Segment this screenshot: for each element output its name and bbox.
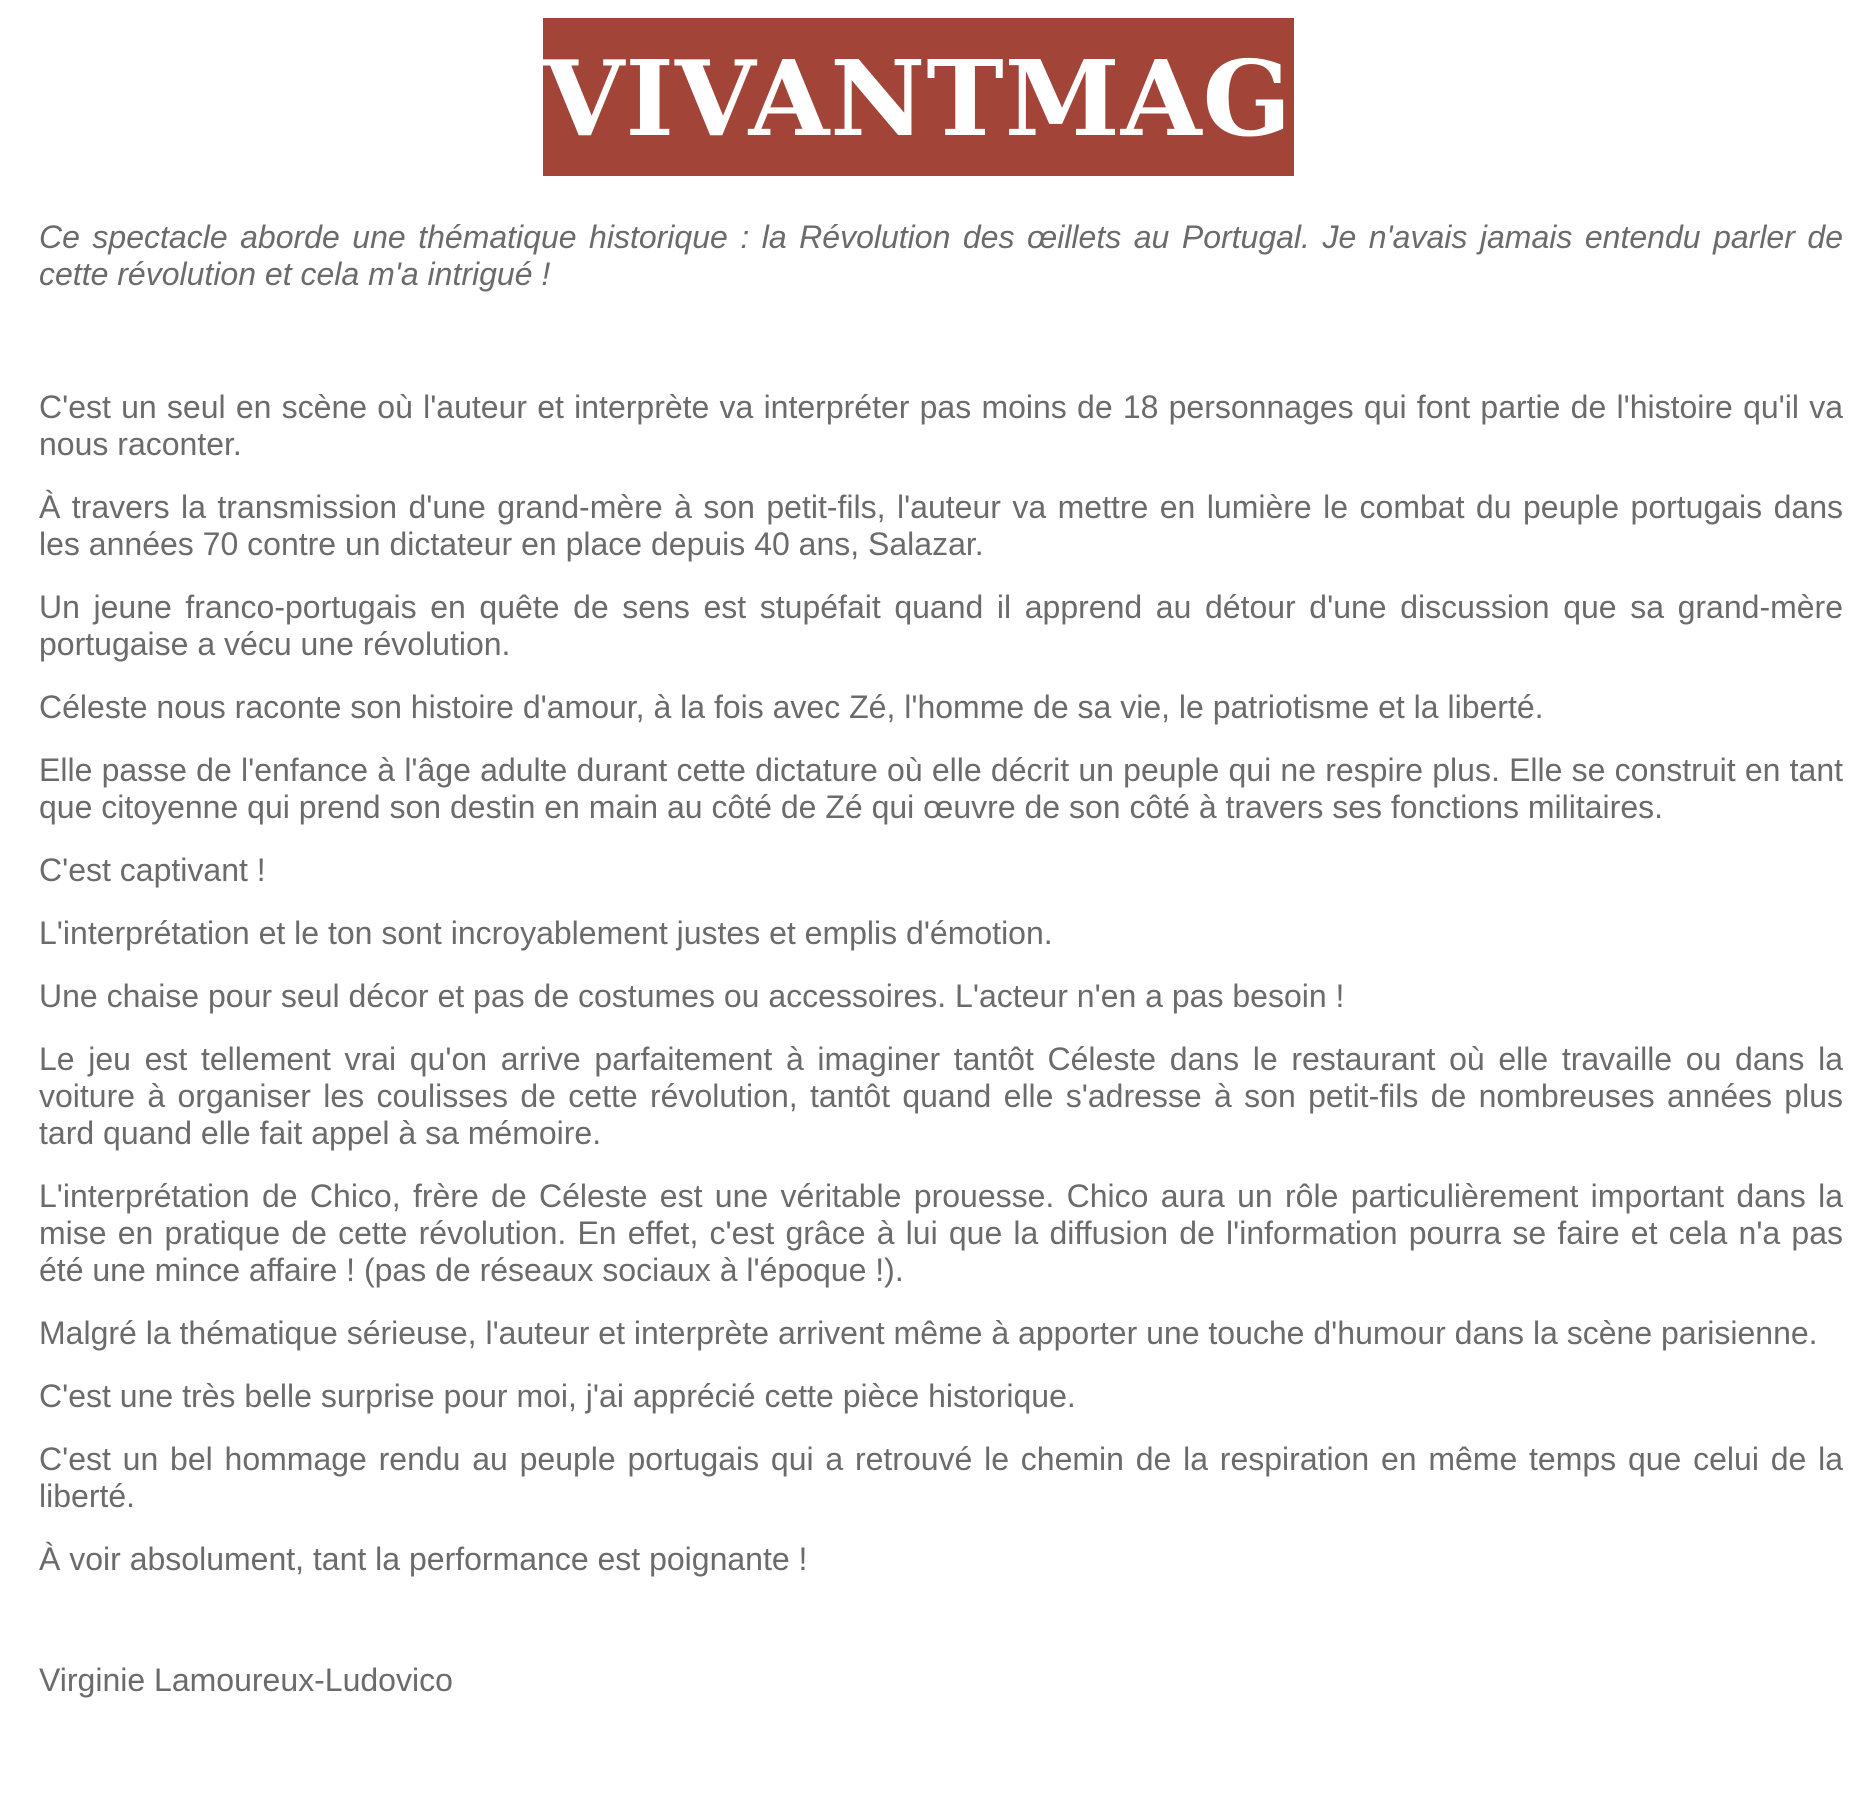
article-paragraph: À voir absolument, tant la performance est poignante ! [39,1541,808,1577]
article-paragraph: Un jeune franco-portugais en quête de sens est stupéfait quand il apprend au détour d'une discussion que sa grand-mère portugaise a vécu une révolution. [39,589,1843,662]
article-paragraph: C'est un seul en scène où l'auteur et interprète va interpréter pas moins de 18 personnages qui font partie de l'histoire qu'il va nous raconter. [39,389,1843,462]
article-paragraph: Le jeu est tellement vrai qu'on arrive parfaitement à imaginer tantôt Céleste dans le restaurant où elle travaille ou dans la voiture à organiser les coulisses de cette révolution, tantôt quand elle s'adresse à son petit-fils de nombreuses années plus tard quand elle fait appel à sa mémoire. [39,1041,1843,1151]
article-paragraph: Malgré la thématique sérieuse, l'auteur et interprète arrivent même à apporter une touche d'humour dans la scène parisienne. [39,1315,1818,1351]
article-body [39,389,1843,1578]
article-page [39,18,1843,1699]
vivantmag-logo [543,18,1294,176]
logo-text: VIVANTMAG [543,37,1293,160]
article-paragraph: C'est une très belle surprise pour moi, j'ai apprécié cette pièce historique. [39,1378,1076,1414]
author-signature: Virginie Lamoureux-Ludovico [39,1662,453,1698]
article-paragraph: C'est captivant ! [39,852,266,888]
article-paragraph: L'interprétation de Chico, frère de Céleste est une véritable prouesse. Chico aura un rôle particulièrement important dans la mise en pratique de cette révolution. En effet, c'est grâce à lui que la diffusion de l'information pourra se faire et cela n'a pas été une mince affaire ! (pas de réseaux sociaux à l'époque !). [39,1178,1843,1288]
article-paragraph: C'est un bel hommage rendu au peuple portugais qui a retrouvé le chemin de la respiration en même temps que celui de la liberté. [39,1441,1843,1514]
article-paragraph: Une chaise pour seul décor et pas de costumes ou accessoires. L'acteur n'en a pas besoin ! [39,978,1345,1014]
article-paragraph: Elle passe de l'enfance à l'âge adulte durant cette dictature où elle décrit un peuple qui ne respire plus. Elle se construit en tant que citoyenne qui prend son destin en main au côté de Zé qui œuvre de son côté à travers ses fonctions militaires. [39,752,1843,825]
article-lede: Ce spectacle aborde une thématique historique : la Révolution des œillets au Portugal. Je n'avais jamais entendu parler de cette révolution et cela m'a intrigué ! [39,219,1843,292]
article-paragraph: Céleste nous raconte son histoire d'amour, à la fois avec Zé, l'homme de sa vie, le patriotisme et la liberté. [39,689,1544,725]
masthead [39,18,1843,176]
article-paragraph: L'interprétation et le ton sont incroyablement justes et emplis d'émotion. [39,915,1053,951]
article-paragraph: À travers la transmission d'une grand-mère à son petit-fils, l'auteur va mettre en lumière le combat du peuple portugais dans les années 70 contre un dictateur en place depuis 40 ans, Salazar. [39,489,1843,562]
